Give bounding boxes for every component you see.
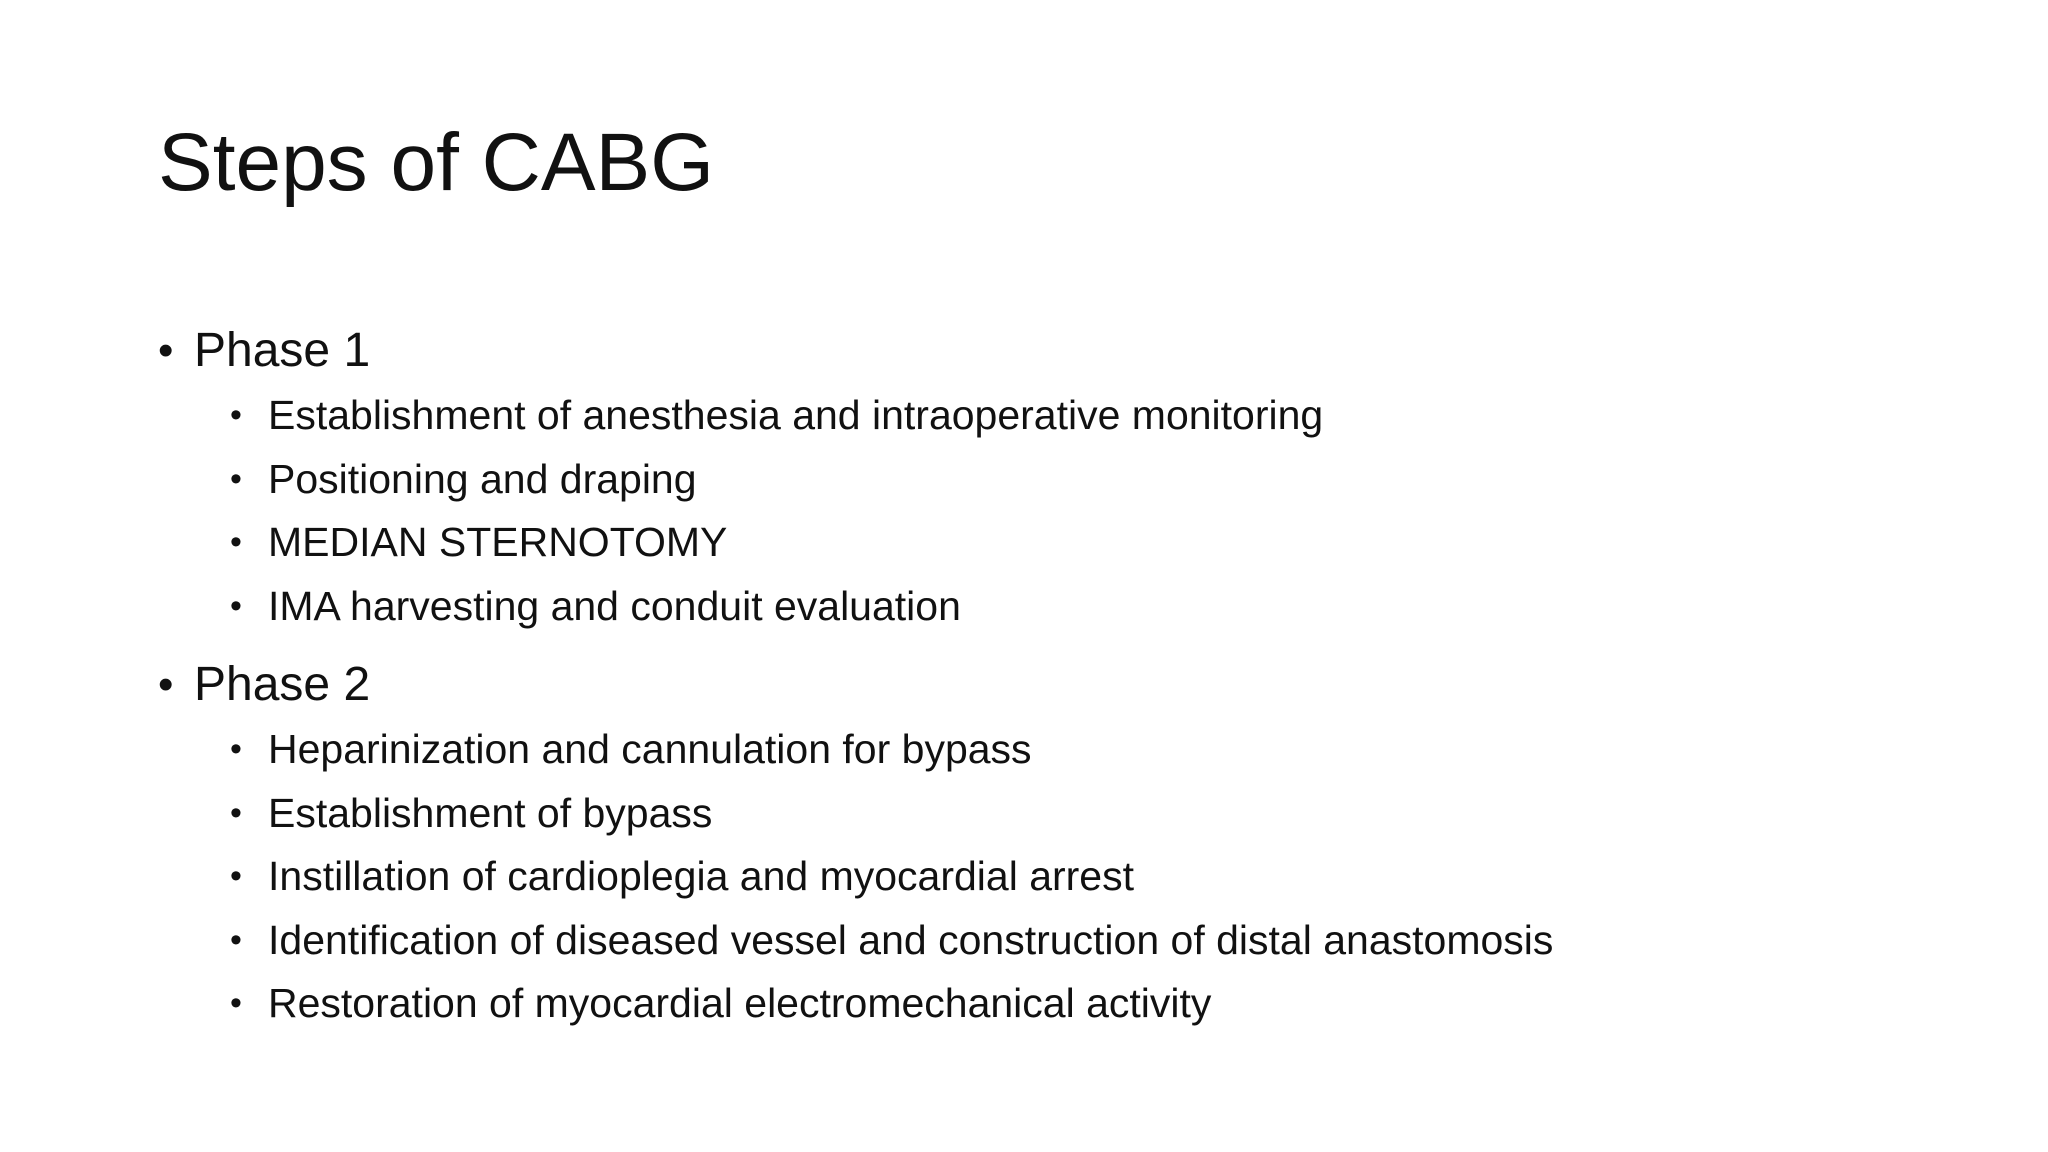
bullet-icon: • bbox=[230, 857, 242, 895]
list-item-text: Identification of diseased vessel and construction of distal anastomosis bbox=[268, 916, 1554, 963]
bullet-icon: • bbox=[230, 586, 242, 625]
list-item bbox=[158, 782, 1918, 846]
bullet-phase-2 bbox=[158, 652, 1918, 718]
phase-label: Phase 2 bbox=[194, 658, 371, 711]
list-item-text: MEDIAN STERNOTOMY bbox=[268, 519, 728, 565]
bullet-icon: • bbox=[230, 793, 242, 832]
bullet-icon: • bbox=[230, 396, 242, 434]
bullet-icon: • bbox=[158, 660, 174, 709]
list-item-text: Restoration of myocardial electromechanical activity bbox=[268, 980, 1212, 1026]
bullet-icon: • bbox=[230, 984, 242, 1022]
bullet-icon: • bbox=[158, 326, 174, 375]
list-item bbox=[158, 845, 1918, 909]
phase-label: Phase 1 bbox=[194, 324, 371, 377]
bullet-icon: • bbox=[230, 730, 242, 768]
list-item bbox=[158, 909, 1918, 973]
list-item bbox=[158, 448, 1918, 512]
slide-body bbox=[158, 318, 1918, 1036]
bullet-phase-1 bbox=[158, 318, 1918, 384]
phase-2-items bbox=[158, 718, 1918, 1036]
list-item-text: Instillation of cardioplegia and myocardial arrest bbox=[268, 853, 1135, 899]
list-item bbox=[158, 575, 1918, 639]
list-item-text: Establishment of bypass bbox=[268, 789, 713, 836]
bullet-icon: • bbox=[230, 523, 242, 561]
list-item-text: Heparinization and cannulation for bypass bbox=[268, 726, 1032, 772]
group-spacer bbox=[158, 638, 1918, 652]
list-item-text: Establishment of anesthesia and intraoperative monitoring bbox=[268, 392, 1324, 438]
list-item bbox=[158, 511, 1918, 575]
list-item bbox=[158, 972, 1918, 1036]
list-item-text: Positioning and draping bbox=[268, 455, 697, 502]
list-item-text: IMA harvesting and conduit evaluation bbox=[268, 582, 961, 629]
phase-1-items bbox=[158, 384, 1918, 638]
list-item bbox=[158, 384, 1918, 448]
slide-title: Steps of CABG bbox=[158, 117, 715, 208]
bullet-icon: • bbox=[230, 459, 242, 498]
bullet-icon: • bbox=[230, 920, 242, 959]
list-item bbox=[158, 718, 1918, 782]
